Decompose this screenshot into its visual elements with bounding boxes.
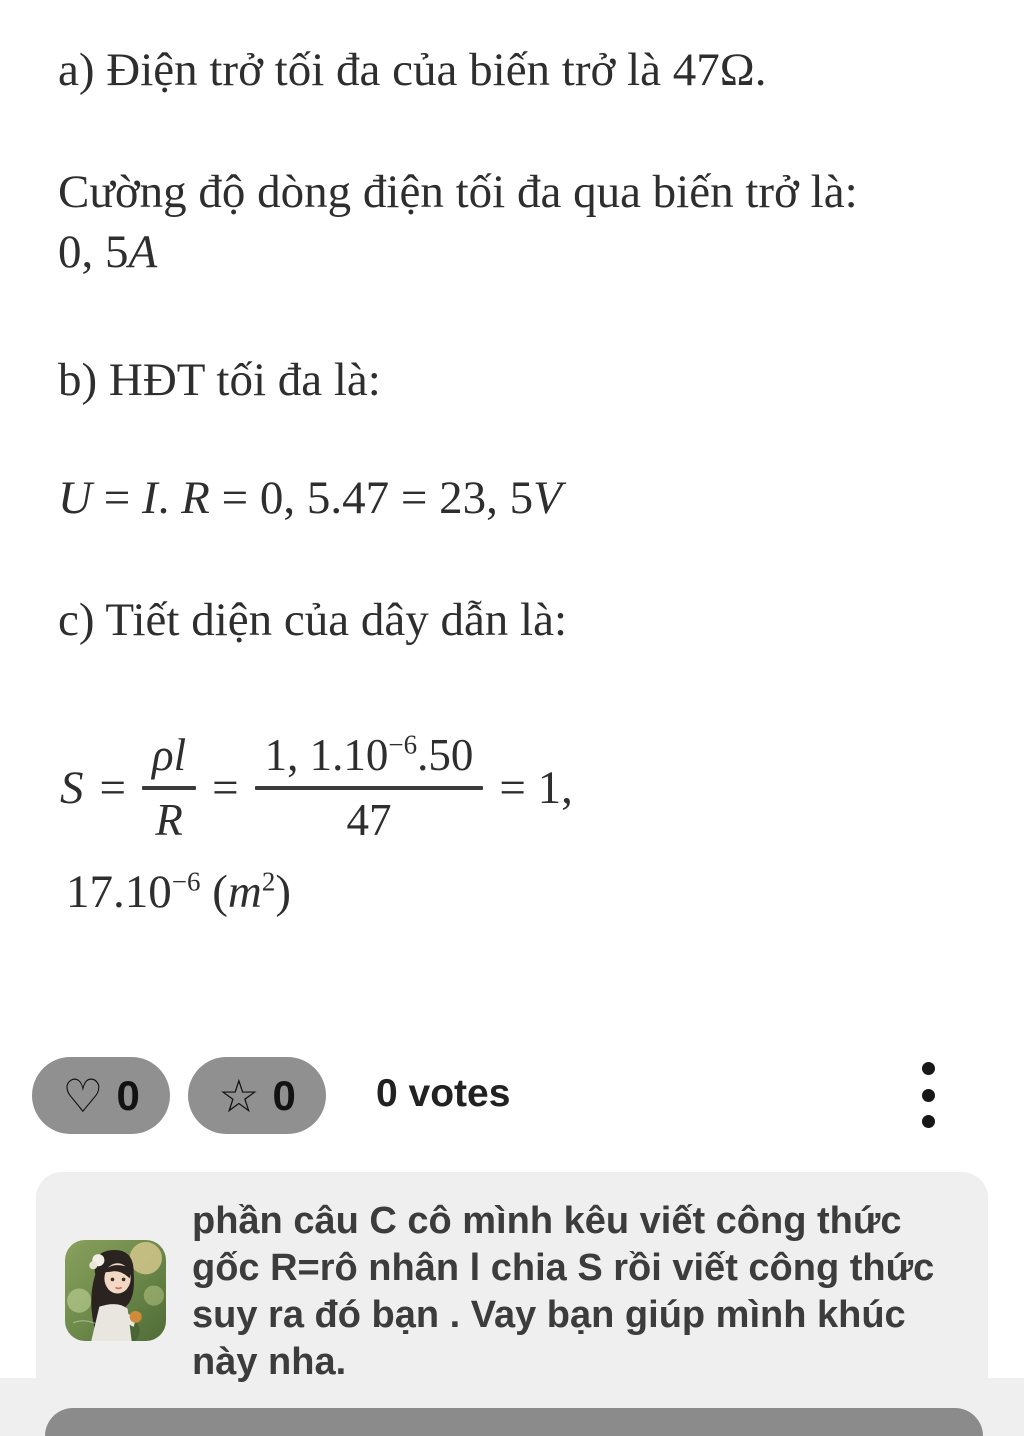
length-symbol: l (173, 729, 187, 780)
answer-current-value (58, 224, 157, 280)
fraction-bar (142, 786, 196, 790)
formula-u-unit: V (533, 472, 562, 524)
answer-line-a: a) Điện trở tối đa của biến trở là 47Ω. (58, 44, 767, 96)
commenter-avatar[interactable] (65, 1240, 166, 1341)
resistance-symbol: R (155, 795, 183, 845)
fraction-numeric (255, 729, 484, 845)
partial-bottom-bar (45, 1408, 983, 1436)
numerator-part-b: .50 (417, 729, 474, 780)
answer-current-line: Cường độ dòng điện tối đa qua biến trở là: (58, 166, 858, 218)
star-icon: ☆ (218, 1069, 260, 1122)
formula-s (60, 718, 573, 858)
current-value-number: 0, 5 (58, 226, 129, 278)
kebab-dot (922, 1115, 935, 1128)
denominator: 47 (346, 795, 392, 845)
star-count: 0 (272, 1071, 296, 1119)
result-paren-close: ) (275, 866, 291, 918)
star-vote-button[interactable] (188, 1057, 326, 1134)
answer-line-b: b) HĐT tối đa là: (58, 354, 381, 406)
result-paren-open: ( (200, 866, 228, 918)
comment-line: gốc R=rô nhân l chia S rồi viết công thức (192, 1247, 935, 1289)
comment-line: này nha. (192, 1341, 347, 1383)
comment-line: suy ra đó bạn . Vay bạn giúp mình khúc (192, 1294, 906, 1336)
formula-u-r: R (181, 472, 210, 524)
numerator-part-a: 1, 1.10 (264, 729, 389, 780)
heart-count: 0 (116, 1071, 140, 1119)
formula-u-eq: = (91, 472, 142, 524)
comment-line: phần câu C cô mình kêu viết công thức (192, 1200, 902, 1242)
formula-s-eq1: = (99, 762, 127, 814)
heart-icon: ♡ (62, 1069, 104, 1122)
formula-s-result-start: = 1, (499, 762, 573, 814)
answer-line-c: c) Tiết diện của dây dẫn là: (58, 594, 568, 646)
formula-s-eq2: = (212, 762, 239, 814)
formula-s-line2 (66, 864, 291, 920)
current-value-unit: A (128, 226, 158, 278)
formula-u-calc: = 0, 5.47 = 23, 5 (209, 472, 534, 524)
formula-u-var: U (58, 472, 92, 524)
formula-s-var: S (60, 762, 84, 814)
rho-symbol: ρ (152, 729, 174, 780)
numerator-exponent: −6 (388, 729, 418, 760)
fraction-rho-l-over-r (142, 729, 196, 845)
heart-vote-button[interactable] (32, 1057, 170, 1134)
avatar-illustration (65, 1240, 166, 1341)
kebab-dot (922, 1089, 935, 1102)
formula-u-dot: . (157, 472, 182, 524)
kebab-menu-icon[interactable] (915, 1062, 941, 1128)
result-mantissa: 17.10 (66, 866, 172, 918)
result-exponent: −6 (171, 866, 201, 897)
votes-count-label: 0 votes (376, 1072, 511, 1115)
formula-u (58, 470, 562, 526)
kebab-dot (922, 1062, 935, 1075)
fraction-bar (255, 786, 484, 790)
meter-symbol: m (227, 866, 262, 918)
meter-exponent: 2 (261, 866, 276, 897)
comment-text (192, 1198, 934, 1386)
formula-u-i: I (141, 472, 158, 524)
